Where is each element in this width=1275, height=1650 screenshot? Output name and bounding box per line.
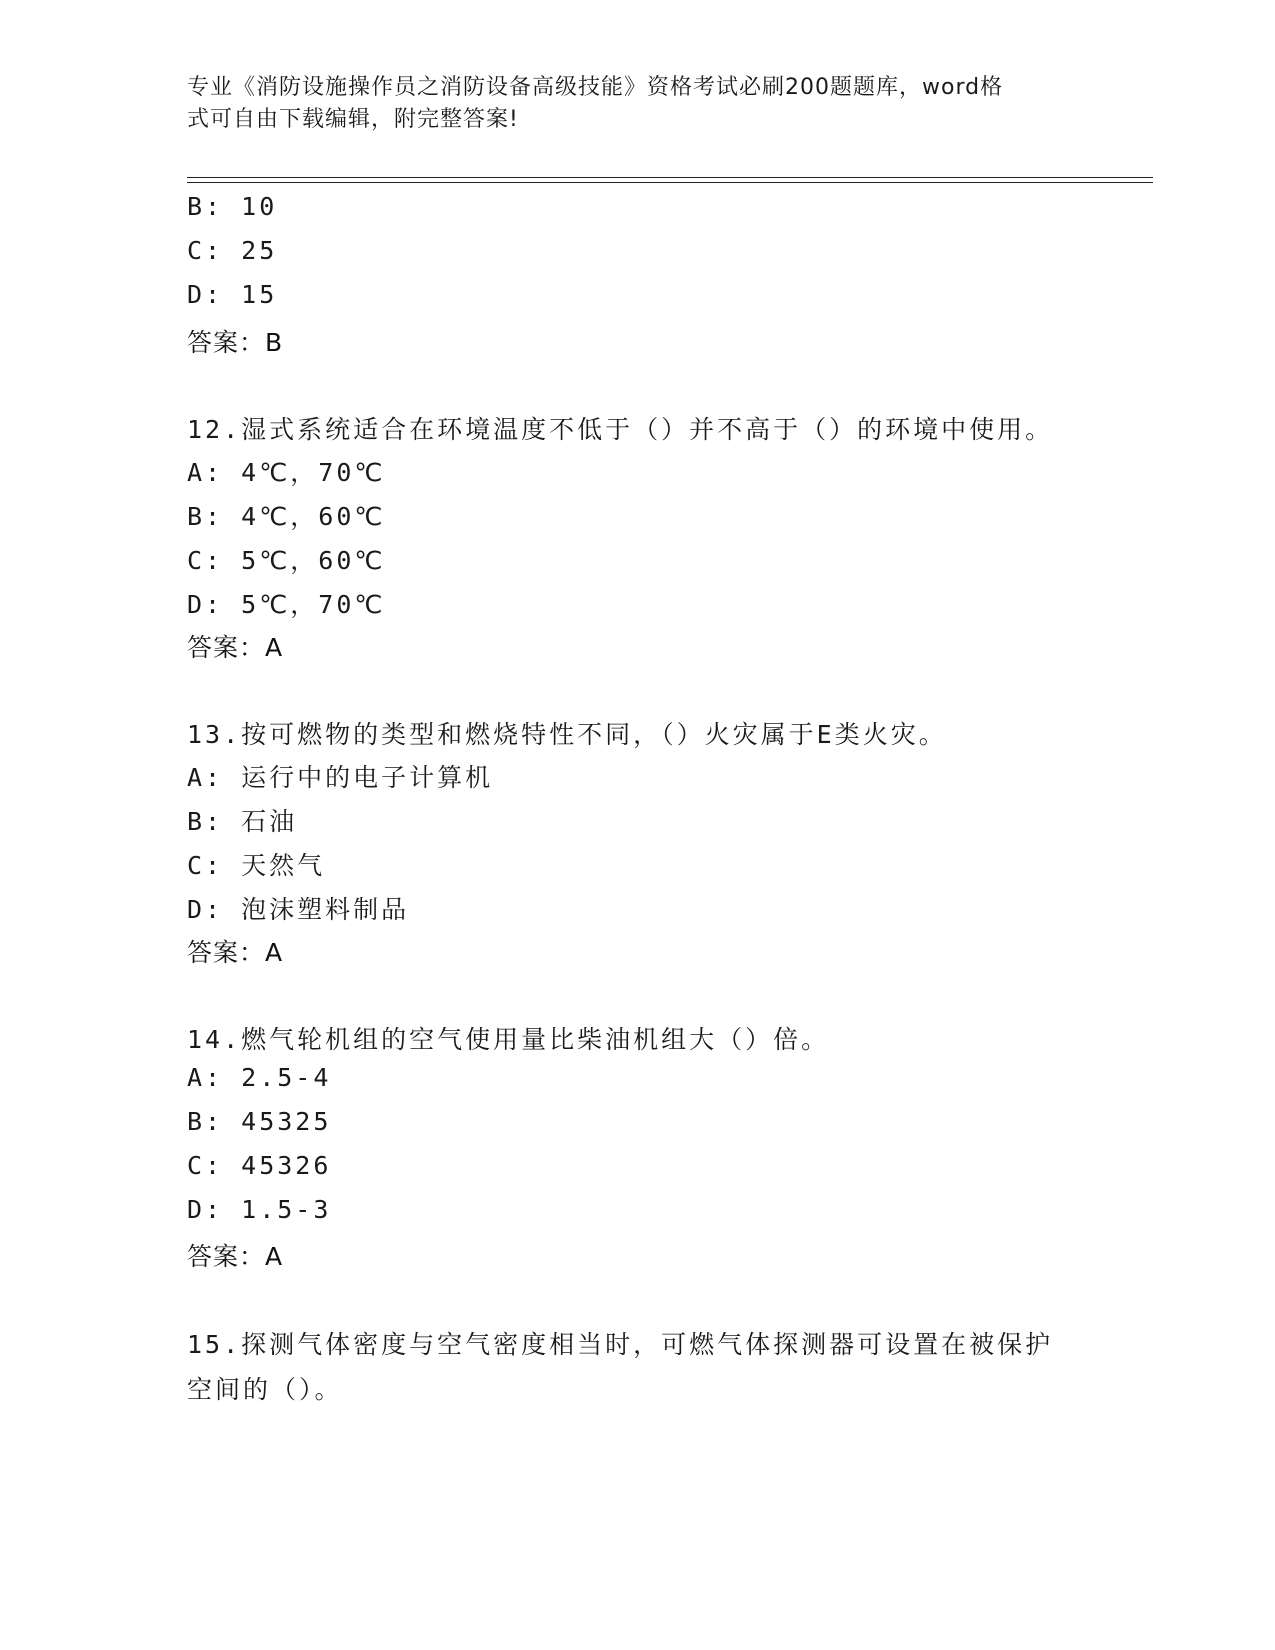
q12-option-a: A: 4℃，70℃ [187, 458, 386, 487]
q14-answer: 答案：A [187, 1242, 284, 1271]
q13-answer: 答案：A [187, 938, 284, 967]
q11-option-c: C: 25 [187, 236, 278, 265]
q13-stem: 13.按可燃物的类型和燃烧特性不同，（）火灾属于E类火灾。 [187, 720, 947, 749]
q13-option-b: B: 石油 [187, 807, 298, 836]
header-divider-top [187, 177, 1153, 178]
q12-option-b: B: 4℃，60℃ [187, 502, 386, 531]
q11-option-b: B: 10 [187, 192, 278, 221]
q14-option-b: B: 45325 [187, 1107, 332, 1136]
header-line-2: 式可自由下载编辑，附完整答案! [187, 107, 519, 132]
q13-option-c: C: 天然气 [187, 851, 326, 880]
q14-option-c: C: 45326 [187, 1151, 332, 1180]
q11-answer: 答案：B [187, 328, 284, 357]
document-header [187, 72, 1067, 136]
q12-stem: 12.湿式系统适合在环境温度不低于（）并不高于（）的环境中使用。 [187, 415, 1054, 444]
q15-stem: 15.探测气体密度与空气密度相当时，可燃气体探测器可设置在被保护空间的（）。 [187, 1330, 1054, 1404]
header-divider-bottom [187, 182, 1153, 183]
q14-stem: 14.燃气轮机组的空气使用量比柴油机组大（）倍。 [187, 1025, 830, 1054]
q13-option-d: D: 泡沫塑料制品 [187, 895, 410, 924]
header-line-1: 专业《消防设施操作员之消防设备高级技能》资格考试必刷200题题库，word格 [187, 75, 1004, 100]
q11-option-d: D: 15 [187, 280, 278, 309]
q14-option-a: A: 2.5-4 [187, 1063, 332, 1092]
q12-option-d: D: 5℃，70℃ [187, 590, 386, 619]
q12-answer: 答案：A [187, 633, 284, 662]
q13-option-a: A: 运行中的电子计算机 [187, 763, 494, 792]
q14-option-d: D: 1.5-3 [187, 1195, 332, 1224]
q12-option-c: C: 5℃，60℃ [187, 546, 386, 575]
